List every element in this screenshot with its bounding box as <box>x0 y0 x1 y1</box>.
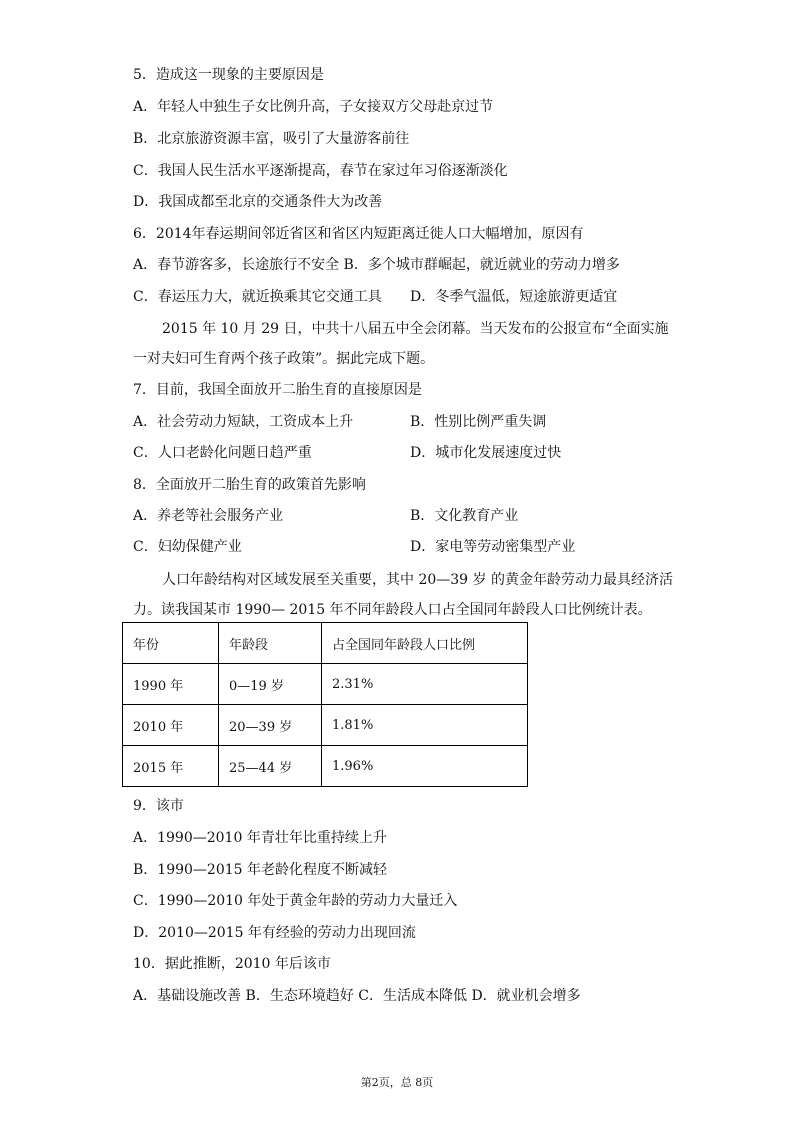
passage-2-line-1: 人口年龄结构对区域发展至关重要，其中 20—39 岁 的黄金年龄劳动力最具经济活 <box>162 572 673 588</box>
passage-2-line-2: 力。读我国某市 1990— 2015 年不同年龄段人口占全国同年龄段人口比例统计表。 <box>133 602 652 618</box>
question-7-option-b: B．性别比例严重失调 <box>410 414 547 430</box>
page-footer: 第2页，总 8页 <box>360 1076 434 1089</box>
question-9-option-d: D．2010—2015 年有经验的劳动力出现回流 <box>133 925 416 941</box>
question-5-option-c: C．我国人民生活水平逐渐提高，春节在家过年习俗逐渐淡化 <box>133 163 508 179</box>
passage-1-line-2: 一对夫妇可生育两个孩子政策”。据此完成下题。 <box>133 351 435 367</box>
question-8-option-d: D．家电等劳动密集型产业 <box>410 539 576 555</box>
question-5-option-a: A．年轻人中独生子女比例升高，子女接双方父母赴京过节 <box>133 99 494 115</box>
table-header-cell: 占全国同年龄段人口比例 <box>322 623 528 664</box>
question-6-option-c: C．春运压力大，就近换乘其它交通工具 <box>133 289 382 305</box>
table-cell-year: 1990 年 <box>123 664 219 705</box>
table-cell-ratio: 2.31% <box>322 664 528 705</box>
table-cell-ratio: 1.81% <box>322 705 528 746</box>
table-header-cell: 年龄段 <box>219 623 322 664</box>
question-6-stem: 6．2014年春运期间邻近省区和省区内短距离迁徙人口大幅增加，原因有 <box>133 226 584 242</box>
question-8-option-a: A．养老等社会服务产业 <box>133 508 284 524</box>
question-5-option-d: D．我国成都至北京的交通条件大为改善 <box>133 194 383 210</box>
question-10-stem: 10．据此推断，2010 年后该市 <box>133 956 331 972</box>
table-cell-age-group: 0—19 岁 <box>219 664 322 705</box>
table-header-cell: 年份 <box>123 623 219 664</box>
table-cell-age-group: 20—39 岁 <box>219 705 322 746</box>
question-7-option-d: D．城市化发展速度过快 <box>410 445 562 461</box>
table-row <box>123 705 528 746</box>
question-5-option-b: B．北京旅游资源丰富，吸引了大量游客前往 <box>133 131 410 147</box>
table-header-row <box>123 623 528 664</box>
table-cell-year: 2015 年 <box>123 746 219 787</box>
question-6-options-ab: A．春节游客多，长途旅行不安全 B．多个城市群崛起，就近就业的劳动力增多 <box>133 257 620 273</box>
question-8-stem: 8．全面放开二胎生育的政策首先影响 <box>133 477 366 493</box>
question-8-option-c: C．妇幼保健产业 <box>133 539 242 555</box>
population-ratio-table <box>122 622 528 787</box>
question-6-option-d: D．冬季气温低，短途旅游更适宜 <box>410 289 618 305</box>
question-7-option-c: C．人口老龄化问题日趋严重 <box>133 445 312 461</box>
question-5-stem: 5．造成这一现象的主要原因是 <box>133 67 324 83</box>
question-10-options: A．基础设施改善 B．生态环境趋好 C．生活成本降低 D．就业机会增多 <box>133 988 581 1004</box>
table-cell-ratio: 1.96% <box>322 746 528 787</box>
passage-1-line-1: 2015 年 10 月 29 日，中共十八届五中全会闭幕。当天发布的公报宣布“全面实施 <box>162 321 669 337</box>
table-row <box>123 664 528 705</box>
question-9-option-c: C．1990—2010 年处于黄金年龄的劳动力大量迁入 <box>133 893 458 909</box>
question-9-option-b: B．1990—2015 年老龄化程度不断减轻 <box>133 862 387 878</box>
question-8-option-b: B．文化教育产业 <box>410 508 519 524</box>
table-row <box>123 746 528 787</box>
question-9-option-a: A．1990—2010 年青壮年比重持续上升 <box>133 830 387 846</box>
question-7-option-a: A．社会劳动力短缺，工资成本上升 <box>133 414 354 430</box>
question-9-stem: 9．该市 <box>133 798 184 814</box>
table-cell-age-group: 25—44 岁 <box>219 746 322 787</box>
table-cell-year: 2010 年 <box>123 705 219 746</box>
question-7-stem: 7．目前，我国全面放开二胎生育的直接原因是 <box>133 382 422 398</box>
